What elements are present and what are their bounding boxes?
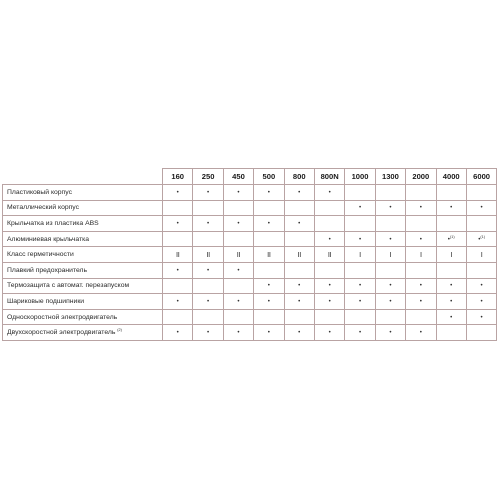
cell-value: I <box>389 250 392 260</box>
cell-value: • <box>480 297 483 305</box>
column-header-1000: 1000 <box>345 169 375 185</box>
feature-dot <box>254 294 284 310</box>
feature-dot <box>436 294 466 310</box>
feature-dot <box>284 278 314 294</box>
empty-cell <box>193 278 223 294</box>
cell-value: • <box>328 329 331 337</box>
cell-value: • <box>298 297 301 305</box>
cell-value: • <box>328 188 331 196</box>
cell-value: II <box>206 250 210 260</box>
row-label-text: Односкоростной электродвигатель <box>7 313 118 321</box>
cell-value: • <box>358 282 362 290</box>
cell-value: • <box>450 204 453 212</box>
feature-dot <box>436 231 466 247</box>
column-header-2000: 2000 <box>406 169 436 185</box>
table-row <box>3 185 497 201</box>
header-row <box>3 169 497 185</box>
cell-value: • <box>207 219 210 227</box>
protection-class-value <box>314 247 344 263</box>
cell-value: • <box>480 313 483 321</box>
empty-cell <box>284 262 314 278</box>
empty-cell <box>314 200 344 216</box>
protection-class-value <box>466 247 496 263</box>
cell-value: • <box>267 297 270 305</box>
feature-dot <box>406 231 436 247</box>
empty-cell <box>314 262 344 278</box>
feature-dot <box>345 294 375 310</box>
empty-cell <box>163 309 193 325</box>
row-label <box>3 200 163 216</box>
feature-dot <box>193 294 223 310</box>
cell-value: • <box>389 282 392 290</box>
cell-value: • <box>267 219 270 227</box>
cell-value: • <box>328 297 331 305</box>
table-row <box>3 294 497 310</box>
feature-dot <box>223 185 253 201</box>
feature-dot <box>314 278 344 294</box>
cell-value: • <box>267 329 270 337</box>
protection-class-value <box>375 247 405 263</box>
feature-dot <box>436 200 466 216</box>
cell-value: • <box>419 297 422 305</box>
feature-dot <box>223 294 253 310</box>
empty-cell <box>223 309 253 325</box>
feature-dot <box>466 231 496 247</box>
empty-cell <box>466 262 496 278</box>
cell-value: • <box>237 266 240 274</box>
feature-dot <box>193 216 223 232</box>
feature-dot <box>345 200 375 216</box>
empty-cell <box>193 200 223 216</box>
empty-cell <box>466 325 496 341</box>
row-label-text: Двухскоростной электродвигатель <box>7 329 116 337</box>
cell-value: • <box>176 266 179 274</box>
cell-value: • <box>267 282 270 290</box>
empty-cell <box>466 216 496 232</box>
feature-dot <box>375 325 405 341</box>
empty-cell <box>406 309 436 325</box>
feature-dot <box>375 200 405 216</box>
cell-value: • <box>478 235 481 243</box>
feature-dot <box>406 294 436 310</box>
cell-value: • <box>450 313 453 321</box>
row-label-text: Металлический корпус <box>7 204 80 212</box>
cell-value: II <box>297 250 302 260</box>
cell-value: • <box>480 282 483 290</box>
column-header-4000: 4000 <box>436 169 466 185</box>
cell-value: • <box>389 204 392 212</box>
cell-value: I <box>359 250 361 260</box>
cell-value: I <box>450 250 453 260</box>
feature-dot <box>375 294 405 310</box>
feature-dot <box>436 278 466 294</box>
row-label-text: Термозащита с автомат. перезапуском <box>7 282 130 290</box>
feature-dot <box>163 216 193 232</box>
row-label <box>3 247 163 263</box>
empty-cell <box>163 200 193 216</box>
empty-cell <box>466 185 496 201</box>
cell-value: • <box>480 204 483 212</box>
feature-dot <box>284 325 314 341</box>
footnote-marker: (1) <box>480 234 485 239</box>
cell-value: • <box>237 188 240 196</box>
row-label <box>3 325 163 341</box>
empty-cell <box>436 216 466 232</box>
empty-cell <box>254 309 284 325</box>
feature-dot <box>284 185 314 201</box>
empty-cell <box>223 231 253 247</box>
table-row <box>3 325 497 341</box>
empty-cell <box>254 231 284 247</box>
empty-cell <box>284 231 314 247</box>
empty-cell <box>314 309 344 325</box>
empty-cell <box>375 262 405 278</box>
empty-cell <box>223 278 253 294</box>
cell-value: • <box>207 329 210 337</box>
empty-cell <box>375 185 405 201</box>
protection-class-value <box>406 247 436 263</box>
cell-value: • <box>450 297 453 305</box>
feature-dot <box>193 325 223 341</box>
feature-dot <box>163 294 193 310</box>
cell-value: II <box>327 250 332 260</box>
cell-value: • <box>450 282 453 290</box>
feature-dot <box>254 325 284 341</box>
empty-cell <box>223 200 253 216</box>
row-label <box>3 309 163 325</box>
empty-cell <box>314 216 344 232</box>
empty-cell <box>375 216 405 232</box>
cell-value: • <box>207 297 210 305</box>
empty-cell <box>193 309 223 325</box>
row-label-text: Пластиковый корпус <box>7 188 72 196</box>
feature-dot <box>314 294 344 310</box>
cell-value: • <box>328 235 331 243</box>
column-header-800n: 800N <box>314 169 344 185</box>
cell-value: • <box>237 329 240 337</box>
cell-value: • <box>419 235 422 243</box>
empty-cell <box>345 262 375 278</box>
row-label-text: Плавкий предохранитель <box>7 266 88 274</box>
cell-value: • <box>237 219 240 227</box>
row-label <box>3 231 163 247</box>
feature-dot <box>254 185 284 201</box>
table-row <box>3 309 497 325</box>
row-label <box>3 185 163 201</box>
empty-cell <box>284 309 314 325</box>
cell-value: • <box>207 188 210 196</box>
row-label-text: Класс герметичности <box>7 251 74 259</box>
feature-dot <box>375 278 405 294</box>
column-header-6000: 6000 <box>466 169 496 185</box>
empty-cell <box>163 278 193 294</box>
empty-cell <box>284 200 314 216</box>
feature-dot <box>466 294 496 310</box>
empty-cell <box>193 231 223 247</box>
feature-dot <box>254 216 284 232</box>
feature-dot <box>406 200 436 216</box>
table-row <box>3 231 497 247</box>
feature-dot <box>284 216 314 232</box>
protection-class-value <box>254 247 284 263</box>
cell-value: • <box>358 235 362 243</box>
feature-dot <box>284 294 314 310</box>
protection-class-value <box>163 247 193 263</box>
feature-dot <box>254 278 284 294</box>
cell-value: • <box>176 219 179 227</box>
protection-class-value <box>223 247 253 263</box>
cell-value: II <box>175 250 180 260</box>
cell-value: • <box>328 282 331 290</box>
cell-value: • <box>419 329 422 337</box>
empty-cell <box>375 309 405 325</box>
cell-value: • <box>389 235 392 243</box>
cell-value: • <box>419 204 422 212</box>
empty-cell <box>254 200 284 216</box>
row-label <box>3 216 163 232</box>
table-row <box>3 262 497 278</box>
feature-dot <box>193 185 223 201</box>
feature-dot <box>436 309 466 325</box>
empty-cell <box>254 262 284 278</box>
feature-dot <box>466 278 496 294</box>
cell-value: I <box>480 250 483 260</box>
cell-value: • <box>207 266 210 274</box>
footnote-marker: (2) <box>117 328 122 333</box>
row-label <box>3 262 163 278</box>
empty-cell <box>345 309 375 325</box>
table-row <box>3 200 497 216</box>
feature-dot <box>163 185 193 201</box>
cell-value: • <box>358 204 362 212</box>
table-body <box>3 185 497 341</box>
cell-value: • <box>267 188 270 196</box>
column-header-800: 800 <box>284 169 314 185</box>
feature-dot <box>466 309 496 325</box>
cell-value: • <box>176 329 179 337</box>
feature-dot <box>314 231 344 247</box>
feature-dot <box>314 325 344 341</box>
feature-dot <box>223 325 253 341</box>
header-corner <box>3 169 163 185</box>
cell-value: II <box>236 250 241 260</box>
spec-table <box>2 168 497 341</box>
row-label <box>3 294 163 310</box>
cell-value: • <box>298 188 301 196</box>
empty-cell <box>345 185 375 201</box>
protection-class-value <box>193 247 223 263</box>
feature-dot <box>163 325 193 341</box>
empty-cell <box>436 325 466 341</box>
feature-dot <box>163 262 193 278</box>
footnote-marker: (1) <box>449 234 455 239</box>
cell-value: • <box>176 297 179 305</box>
column-header-160: 160 <box>163 169 193 185</box>
cell-value: • <box>298 329 301 337</box>
protection-class-value <box>284 247 314 263</box>
cell-value: • <box>389 297 392 305</box>
cell-value: • <box>298 282 301 290</box>
table-row <box>3 216 497 232</box>
feature-dot <box>345 231 375 247</box>
table-row <box>3 247 497 263</box>
feature-dot <box>193 262 223 278</box>
row-label <box>3 278 163 294</box>
protection-class-value <box>436 247 466 263</box>
cell-value: • <box>358 329 362 337</box>
row-label-text: Крыльчатка из пластика ABS <box>7 219 99 227</box>
cell-value: • <box>447 235 450 243</box>
empty-cell <box>436 262 466 278</box>
row-label-text: Алюминиевая крыльчатка <box>7 235 90 243</box>
cell-value: • <box>176 188 179 196</box>
feature-dot <box>466 200 496 216</box>
cell-value: I <box>419 250 422 260</box>
column-header-1300: 1300 <box>375 169 405 185</box>
column-header-250: 250 <box>193 169 223 185</box>
cell-value: II <box>267 250 271 260</box>
empty-cell <box>406 185 436 201</box>
cell-value: • <box>237 297 240 305</box>
row-label-text: Шариковые подшипники <box>7 297 85 305</box>
column-header-500: 500 <box>254 169 284 185</box>
table-header <box>3 169 497 185</box>
cell-value: • <box>389 329 392 337</box>
feature-dot <box>375 231 405 247</box>
empty-cell <box>163 231 193 247</box>
cell-value: • <box>298 219 301 227</box>
empty-cell <box>436 185 466 201</box>
feature-dot <box>345 278 375 294</box>
cell-value: • <box>358 297 362 305</box>
feature-dot <box>406 325 436 341</box>
empty-cell <box>406 262 436 278</box>
empty-cell <box>406 216 436 232</box>
feature-dot <box>223 216 253 232</box>
feature-dot <box>314 185 344 201</box>
feature-dot <box>406 278 436 294</box>
cell-value: • <box>419 282 422 290</box>
column-header-450: 450 <box>223 169 253 185</box>
protection-class-value <box>345 247 375 263</box>
feature-dot <box>223 262 253 278</box>
table-row <box>3 278 497 294</box>
empty-cell <box>345 216 375 232</box>
feature-dot <box>345 325 375 341</box>
